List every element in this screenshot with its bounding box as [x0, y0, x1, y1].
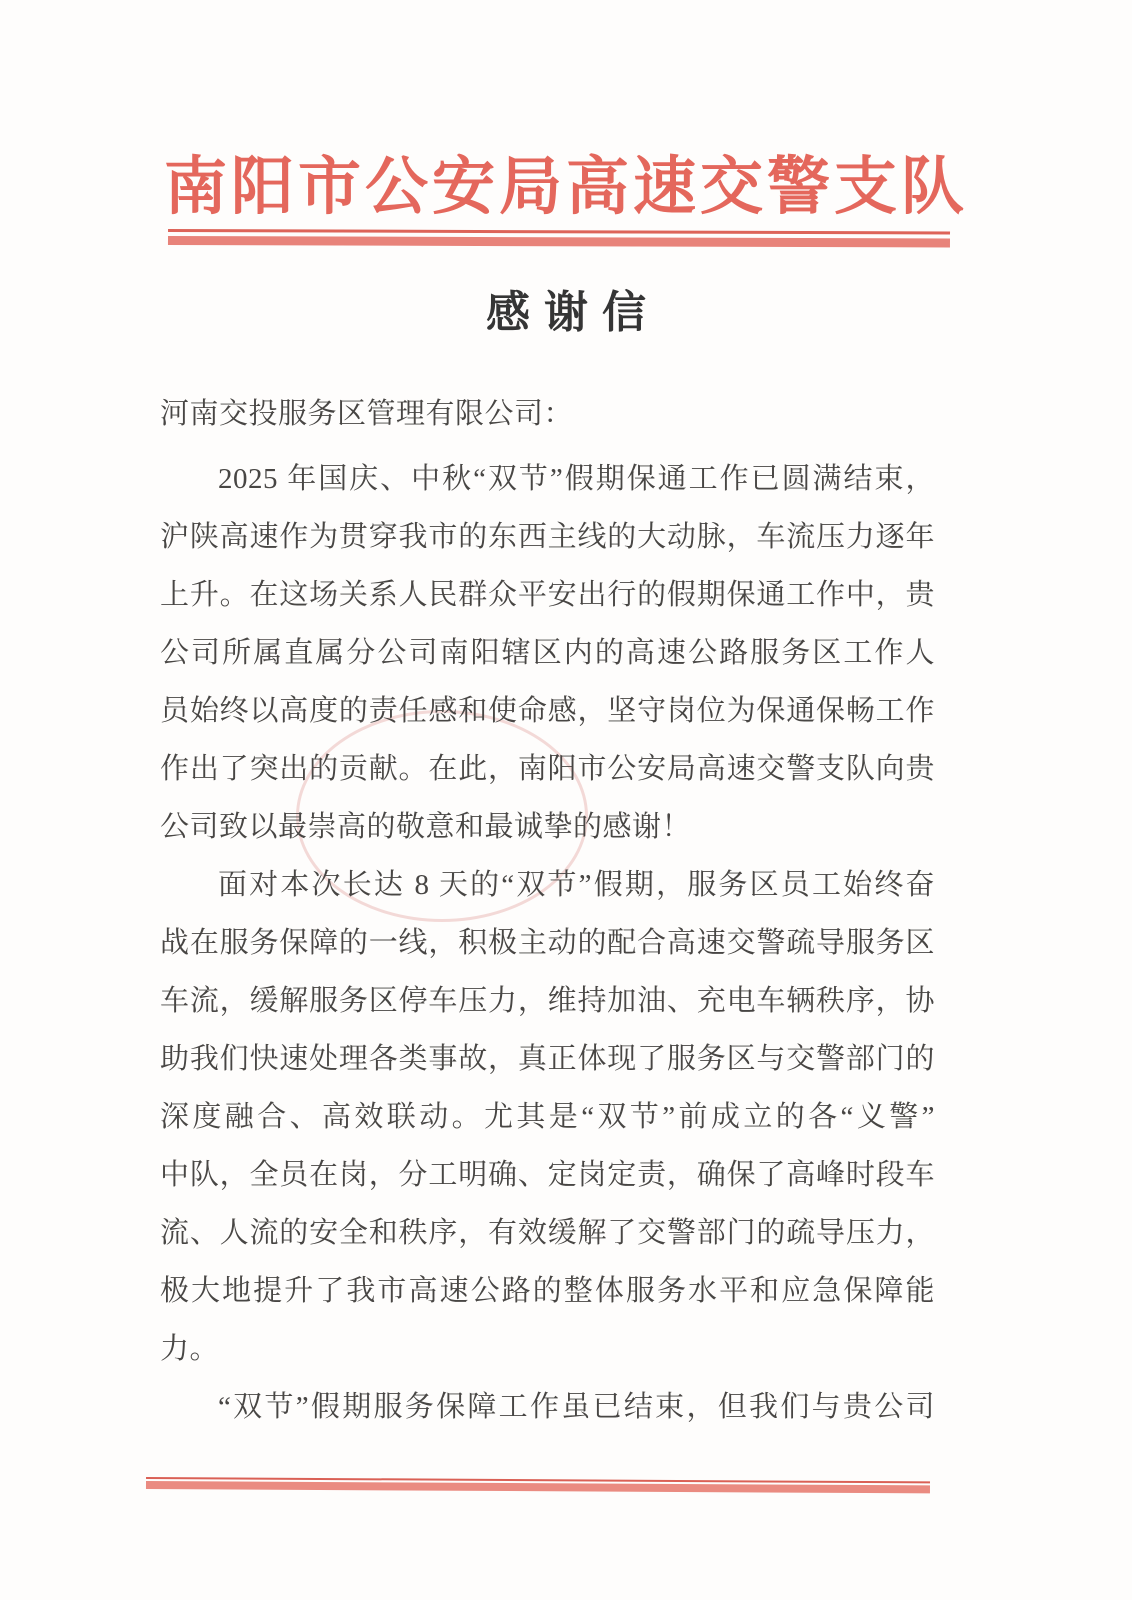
salutation: 河南交投服务区管理有限公司： — [160, 398, 574, 430]
body-line: 员始终以高度的责任感和使命感，坚守岗位为保通保畅工作 — [160, 695, 935, 727]
letter-title: 感谢信 — [486, 288, 660, 337]
letterhead-divider-thick-line — [168, 236, 950, 247]
body-line: 面对本次长达 8 天的“双节”假期，服务区员工始终奋 — [218, 869, 935, 901]
body-line: 作出了突出的贡献。在此，南阳市公安局高速交警支队向贵 — [160, 753, 935, 785]
body-line: 助我们快速处理各类事故，真正体现了服务区与交警部门的 — [160, 1043, 935, 1075]
letterhead-org-title: 南阳市公安局高速交警支队 — [164, 152, 968, 222]
footer-divider-thick-line — [146, 1481, 930, 1493]
body-line: “双节”假期服务保障工作虽已结束，但我们与贵公司 — [218, 1391, 935, 1423]
body-line: 中队，全员在岗，分工明确、定岗定责，确保了高峰时段车 — [160, 1159, 935, 1191]
letter-body — [160, 385, 935, 1436]
body-line: 车流，缓解服务区停车压力，维持加油、充电车辆秩序，协 — [160, 985, 935, 1017]
letterhead-divider — [168, 229, 950, 247]
body-line: 力。 — [160, 1333, 220, 1365]
body-line: 流、人流的安全和秩序，有效缓解了交警部门的疏导压力， — [160, 1217, 935, 1249]
body-line: 公司所属直属分公司南阳辖区内的高速公路服务区工作人 — [160, 637, 935, 669]
footer-divider — [146, 1477, 930, 1493]
body-line: 2025 年国庆、中秋“双节”假期保通工作已圆满结束， — [218, 463, 935, 495]
letterhead-divider-thin-line — [168, 229, 950, 234]
body-line: 沪陕高速作为贯穿我市的东西主线的大动脉，车流压力逐年 — [160, 521, 935, 553]
body-line: 战在服务保障的一线，积极主动的配合高速交警疏导服务区 — [160, 927, 935, 959]
body-line: 深度融合、高效联动。尤其是“双节”前成立的各“义警” — [160, 1101, 935, 1133]
body-line: 上升。在这场关系人民群众平安出行的假期保通工作中，贵 — [160, 579, 935, 611]
body-line: 极大地提升了我市高速公路的整体服务水平和应急保障能 — [160, 1275, 935, 1307]
body-line: 公司致以最崇高的敬意和最诚挚的感谢！ — [160, 811, 692, 843]
